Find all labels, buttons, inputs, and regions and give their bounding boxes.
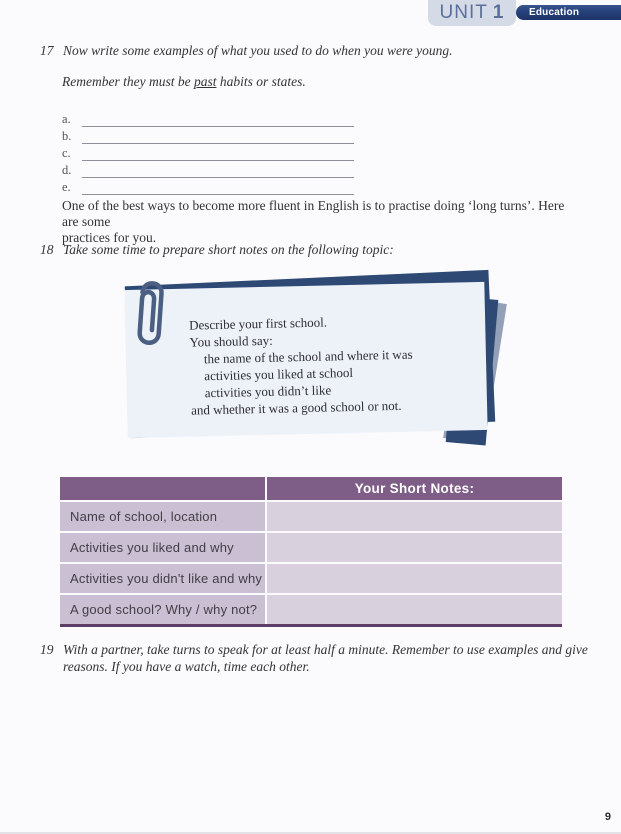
card-line-1: Describe your first school.: [189, 314, 328, 333]
fluency-paragraph-line2: practices for you.: [62, 230, 157, 245]
unit-word: UNIT: [439, 2, 488, 23]
unit-number: 1: [492, 2, 505, 23]
exercise-18-instruction: Take some time to prepare short notes on the following topic:: [63, 242, 394, 257]
exercise-19-number: 19: [40, 642, 54, 657]
table-header-row: [60, 477, 562, 500]
subject-label: Education: [529, 7, 580, 18]
exercise-17-instruction: Now write some examples of what you used to do when you were young.: [63, 43, 453, 58]
reminder-prefix: Remember they must be: [62, 74, 194, 89]
blank-row-b: [62, 127, 354, 144]
blank-line-a: [82, 114, 354, 127]
blank-row-d: [62, 161, 354, 178]
answer-blanks: [62, 110, 354, 195]
exercise-19-line2: reasons. If you have a watch, time each other.: [63, 659, 310, 674]
blank-row-e: [62, 178, 354, 195]
blank-line-b: [82, 131, 354, 144]
card-point-3: activities you didn’t like: [204, 382, 332, 401]
exercise-19: [40, 641, 590, 675]
unit-tab: [428, 0, 516, 26]
notes-cell: [267, 564, 562, 593]
blank-row-c: [62, 144, 354, 161]
table-header-left-cell: [60, 477, 265, 500]
reminder-underlined-word: past: [193, 74, 217, 89]
exercise-18-number: 18: [40, 242, 54, 257]
blank-label-c: c.: [62, 146, 71, 160]
row-label: Activities you didn't like and why: [60, 564, 265, 593]
table-row: [60, 595, 562, 624]
row-label: A good school? Why / why not?: [60, 595, 265, 624]
notes-cell: [267, 595, 562, 624]
row-label: Activities you liked and why: [60, 533, 265, 562]
notes-cell: [267, 502, 562, 531]
table-row: [60, 564, 562, 593]
reminder-suffix: habits or states.: [216, 74, 306, 89]
blank-label-e: e.: [62, 180, 71, 194]
table-header-title: Your Short Notes:: [267, 477, 562, 500]
topic-card: [124, 282, 487, 438]
paperclip-icon: [129, 271, 171, 358]
card-line-last: and whether it was a good school or not.: [190, 397, 402, 418]
subject-banner: [516, 5, 621, 20]
page-number: 9: [604, 811, 611, 823]
notes-cell: [267, 533, 562, 562]
card-point-2: activities you liked at school: [204, 364, 354, 384]
exercise-18: [40, 241, 585, 258]
row-label: Name of school, location: [60, 502, 265, 531]
exercise-19-line1: With a partner, take turns to speak for at least half a minute. Remember to use examples and give: [63, 642, 588, 657]
blank-line-c: [82, 148, 354, 161]
card-point-1: the name of the school and where it was: [203, 346, 413, 367]
short-notes-table: [60, 477, 562, 627]
topic-card-stack: [116, 270, 506, 450]
blank-line-d: [82, 165, 354, 178]
blank-label-d: d.: [62, 163, 72, 177]
table-row: [60, 533, 562, 562]
card-line-2: You should say:: [189, 332, 273, 350]
exercise-17-reminder: [62, 74, 306, 90]
table-row: [60, 502, 562, 531]
exercise-17-number: 17: [40, 43, 54, 58]
blank-label-a: a.: [62, 112, 71, 126]
exercise-17: [40, 42, 585, 59]
fluency-paragraph-line1: One of the best ways to become more fluent in English is to practise doing ‘long turns’. Here are some: [62, 198, 565, 229]
fluency-paragraph: [62, 198, 577, 246]
blank-line-e: [82, 182, 354, 195]
blank-row-a: [62, 110, 354, 127]
table-body: [60, 502, 562, 624]
blank-label-b: b.: [62, 129, 72, 143]
